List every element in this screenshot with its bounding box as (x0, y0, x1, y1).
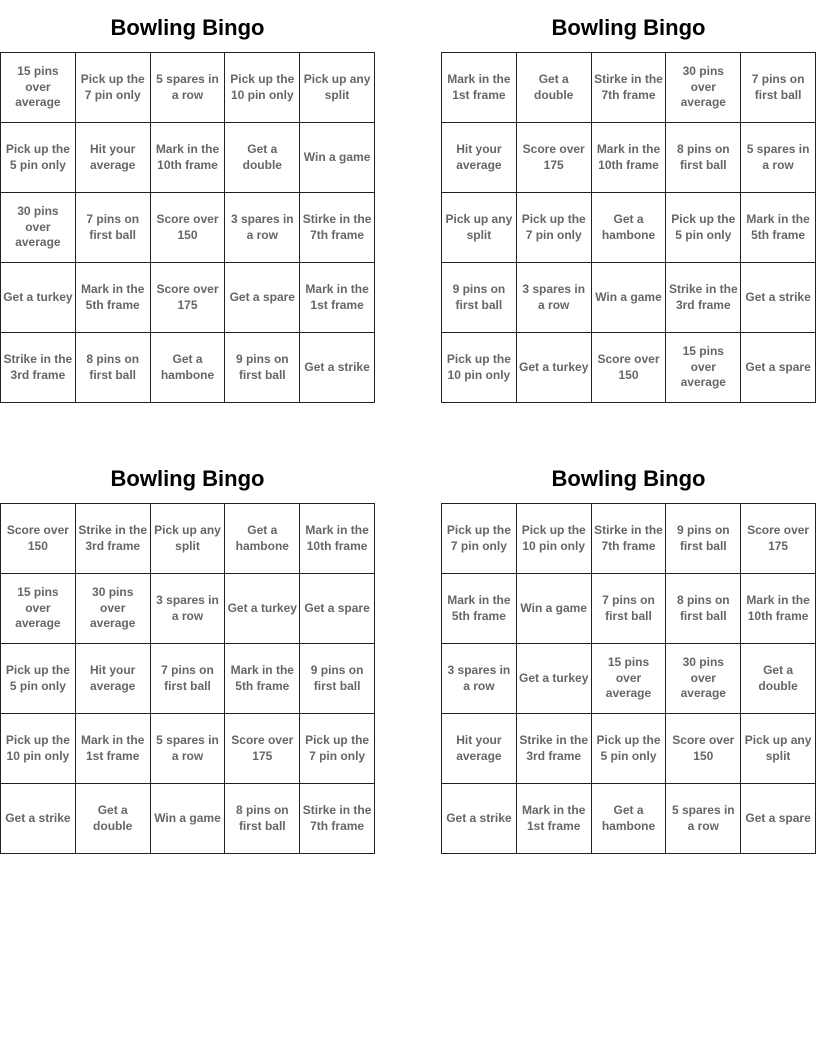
bingo-cell: Win a game (151, 784, 226, 854)
bingo-cell: 3 spares in a row (442, 644, 517, 714)
bingo-cell: Pick up any split (442, 193, 517, 263)
bingo-grid (0, 52, 375, 403)
bingo-cell: Strike in the 3rd frame (517, 714, 592, 784)
bingo-cell: Pick up the 5 pin only (592, 714, 667, 784)
bingo-cell: Get a spare (225, 263, 300, 333)
bingo-cell: Strike in the 3rd frame (1, 333, 76, 403)
bingo-cell: Stirke in the 7th frame (300, 193, 375, 263)
bingo-cell: 5 spares in a row (741, 123, 816, 193)
bingo-cell: Get a spare (300, 574, 375, 644)
bingo-grid (441, 503, 816, 854)
bingo-cell: Mark in the 5th frame (741, 193, 816, 263)
bingo-cell: Pick up the 10 pin only (442, 333, 517, 403)
bingo-cell: 30 pins over average (666, 644, 741, 714)
bingo-cell: Win a game (517, 574, 592, 644)
bingo-cell: Score over 150 (592, 333, 667, 403)
bingo-cell: Strike in the 3rd frame (666, 263, 741, 333)
bingo-cell: 3 spares in a row (151, 574, 226, 644)
bingo-cell: Pick up the 7 pin only (300, 714, 375, 784)
card-title: Bowling Bingo (551, 15, 706, 40)
bingo-cell: Get a double (741, 644, 816, 714)
bingo-cell: 3 spares in a row (225, 193, 300, 263)
bingo-cell: Get a turkey (517, 644, 592, 714)
bingo-cell: Get a hambone (592, 784, 667, 854)
bingo-cell: Score over 150 (151, 193, 226, 263)
bingo-cell: Mark in the 10th frame (151, 123, 226, 193)
bingo-cell: Pick up the 5 pin only (1, 644, 76, 714)
bingo-cell: Score over 175 (151, 263, 226, 333)
bingo-cell: Score over 175 (517, 123, 592, 193)
bingo-cell: Mark in the 5th frame (76, 263, 151, 333)
bingo-cell: Win a game (592, 263, 667, 333)
bingo-cell: Mark in the 10th frame (592, 123, 667, 193)
bingo-cell: 8 pins on first ball (666, 574, 741, 644)
bingo-cell: Hit your average (76, 644, 151, 714)
bingo-cell: 3 spares in a row (517, 263, 592, 333)
bingo-cell: Pick up any split (741, 714, 816, 784)
bingo-cell: Stirke in the 7th frame (592, 53, 667, 123)
bingo-cell: 5 spares in a row (151, 53, 226, 123)
bingo-cell: Mark in the 1st frame (76, 714, 151, 784)
bingo-cell: Stirke in the 7th frame (300, 784, 375, 854)
bingo-cell: 8 pins on first ball (666, 123, 741, 193)
bingo-cell: 9 pins on first ball (300, 644, 375, 714)
bingo-cell: 15 pins over average (592, 644, 667, 714)
bingo-cell: Get a double (517, 53, 592, 123)
bingo-cell: Get a turkey (517, 333, 592, 403)
bingo-grid (441, 52, 816, 403)
bingo-cell: Pick up the 7 pin only (76, 53, 151, 123)
bingo-cell: Mark in the 10th frame (300, 504, 375, 574)
bingo-cell: Pick up the 10 pin only (517, 504, 592, 574)
bingo-cell: Mark in the 5th frame (225, 644, 300, 714)
card-title: Bowling Bingo (110, 15, 265, 40)
bingo-cell: 15 pins over average (1, 574, 76, 644)
bingo-cell: 5 spares in a row (151, 714, 226, 784)
bingo-grid (0, 503, 375, 854)
bingo-cell: 9 pins on first ball (666, 504, 741, 574)
card-title: Bowling Bingo (551, 466, 706, 491)
bingo-cell: 9 pins on first ball (225, 333, 300, 403)
bingo-cell: 15 pins over average (1, 53, 76, 123)
bingo-cell: Score over 175 (225, 714, 300, 784)
bingo-cell: 7 pins on first ball (741, 53, 816, 123)
bingo-cell: Get a strike (442, 784, 517, 854)
bingo-cell: Get a turkey (1, 263, 76, 333)
bingo-cell: Get a strike (300, 333, 375, 403)
bingo-cell: 5 spares in a row (666, 784, 741, 854)
bingo-cell: Hit your average (442, 123, 517, 193)
bingo-cell: Pick up any split (151, 504, 226, 574)
bingo-cell: 8 pins on first ball (76, 333, 151, 403)
bingo-cell: 9 pins on first ball (442, 263, 517, 333)
bingo-cell: Mark in the 10th frame (741, 574, 816, 644)
bingo-cell: Pick up the 10 pin only (225, 53, 300, 123)
bingo-cell: Get a strike (1, 784, 76, 854)
bingo-cell: 15 pins over average (666, 333, 741, 403)
bingo-cell: Get a double (225, 123, 300, 193)
bingo-cell: Stirke in the 7th frame (592, 504, 667, 574)
bingo-cell: Mark in the 5th frame (442, 574, 517, 644)
bingo-cell: 7 pins on first ball (592, 574, 667, 644)
bingo-cell: Get a hambone (225, 504, 300, 574)
bingo-cell: Score over 150 (1, 504, 76, 574)
bingo-cell: Mark in the 1st frame (517, 784, 592, 854)
bingo-cell: Get a spare (741, 784, 816, 854)
bingo-cell: Win a game (300, 123, 375, 193)
bingo-cell: 30 pins over average (76, 574, 151, 644)
card-title: Bowling Bingo (110, 466, 265, 491)
bingo-cell: 7 pins on first ball (76, 193, 151, 263)
bingo-cell: Get a turkey (225, 574, 300, 644)
bingo-cell: 30 pins over average (1, 193, 76, 263)
bingo-cell: Mark in the 1st frame (442, 53, 517, 123)
bingo-cell: Hit your average (442, 714, 517, 784)
bingo-cell: 7 pins on first ball (151, 644, 226, 714)
bingo-cell: Get a double (76, 784, 151, 854)
bingo-cell: Strike in the 3rd frame (76, 504, 151, 574)
bingo-cell: Pick up the 10 pin only (1, 714, 76, 784)
bingo-cell: Pick up the 7 pin only (517, 193, 592, 263)
bingo-cell: Get a hambone (592, 193, 667, 263)
bingo-cell: Pick up the 7 pin only (442, 504, 517, 574)
bingo-cell: Get a strike (741, 263, 816, 333)
bingo-cell: Get a hambone (151, 333, 226, 403)
bingo-cell: Score over 175 (741, 504, 816, 574)
bingo-cell: Pick up any split (300, 53, 375, 123)
bingo-cell: Mark in the 1st frame (300, 263, 375, 333)
bingo-cell: Pick up the 5 pin only (666, 193, 741, 263)
bingo-cell: 30 pins over average (666, 53, 741, 123)
bingo-cell: Hit your average (76, 123, 151, 193)
bingo-cell: Score over 150 (666, 714, 741, 784)
bingo-cell: 8 pins on first ball (225, 784, 300, 854)
bingo-cell: Get a spare (741, 333, 816, 403)
bingo-cell: Pick up the 5 pin only (1, 123, 76, 193)
